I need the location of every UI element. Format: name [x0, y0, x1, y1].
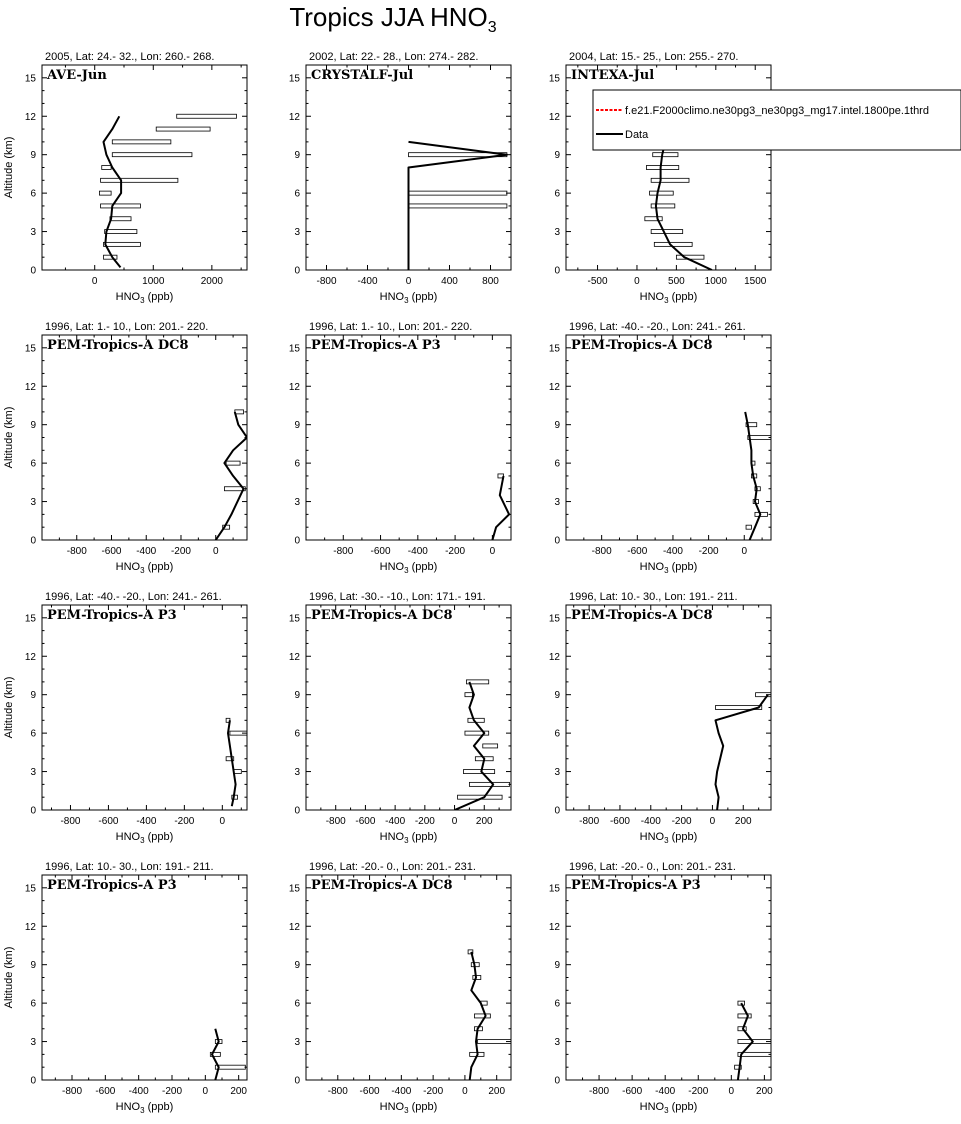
x-axis-label-subscript: 3 — [140, 1106, 145, 1115]
x-axis-label-main: HNO — [379, 561, 405, 573]
x-tick-label: 0 — [741, 546, 748, 557]
error-bar — [104, 242, 141, 246]
y-tick-label: 9 — [294, 420, 300, 432]
y-tick-label: 0 — [554, 805, 560, 817]
plot-area — [99, 114, 236, 267]
x-axis-label-unit: (ppb) — [408, 1101, 438, 1113]
y-tick-label: 12 — [288, 651, 300, 663]
error-bar — [463, 770, 494, 774]
x-tick-label: -600 — [101, 546, 122, 557]
panel-6 — [549, 321, 771, 575]
x-tick-label: 400 — [441, 276, 458, 287]
error-bar — [654, 242, 692, 246]
error-bar — [651, 178, 689, 182]
y-tick-label: 6 — [554, 188, 560, 200]
x-axis-label-main: HNO — [639, 831, 665, 843]
experiment-label: PEM-Tropics-A P3 — [47, 878, 177, 893]
x-axis-label-unit: (ppb) — [408, 561, 438, 573]
x-axis-label — [116, 291, 174, 305]
panel-title: 1996, Lat: 10.- 30., Lon: 191.- 211. — [45, 861, 214, 873]
x-tick-label: -400 — [357, 276, 378, 287]
x-axis-label-subscript: 3 — [404, 836, 409, 845]
panel-11 — [289, 861, 511, 1115]
x-tick-label: -200 — [423, 1086, 444, 1097]
panel-2 — [289, 51, 511, 305]
plot-frame — [42, 875, 247, 1080]
x-tick-label: -200 — [671, 816, 692, 827]
y-axis-label: Altitude (km) — [3, 946, 15, 1009]
x-axis-label-subscript: 3 — [664, 566, 669, 575]
experiment-label: PEM-Tropics-A P3 — [311, 338, 441, 353]
x-tick-label: -800 — [327, 1086, 348, 1097]
panel-5 — [289, 321, 511, 575]
x-tick-label: -600 — [609, 816, 630, 827]
x-axis-label-subscript: 3 — [664, 836, 669, 845]
y-tick-label: 3 — [294, 227, 300, 239]
y-tick-label: 12 — [24, 381, 36, 393]
x-axis-label-subscript: 3 — [140, 296, 145, 305]
x-axis-label-unit: (ppb) — [144, 291, 174, 303]
y-tick-label: 6 — [554, 998, 560, 1010]
x-tick-label: -800 — [66, 546, 87, 557]
x-tick-label: -600 — [95, 1086, 116, 1097]
y-axis-label: Altitude (km) — [3, 406, 15, 469]
y-tick-label: 15 — [288, 613, 300, 625]
x-axis-label-subscript: 3 — [664, 1106, 669, 1115]
x-axis-label-main: HNO — [115, 1101, 141, 1113]
y-tick-label: 12 — [548, 651, 560, 663]
y-tick-label: 3 — [30, 767, 36, 779]
x-tick-label: 0 — [219, 816, 226, 827]
x-axis-label-subscript: 3 — [140, 566, 145, 575]
panel-4 — [3, 321, 247, 575]
y-tick-label: 3 — [294, 497, 300, 509]
x-axis-label — [380, 561, 438, 575]
x-tick-label: 0 — [405, 276, 412, 287]
x-tick-label: 0 — [212, 546, 219, 557]
panel-grid — [3, 51, 961, 1115]
series-line — [716, 695, 768, 810]
y-tick-label: 0 — [294, 535, 300, 547]
y-tick-label: 6 — [30, 188, 36, 200]
error-bar — [651, 204, 675, 208]
y-tick-label: 6 — [294, 728, 300, 740]
x-tick-label: 200 — [756, 1086, 773, 1097]
error-bar — [99, 191, 111, 195]
y-tick-label: 9 — [554, 690, 560, 702]
x-tick-label: -600 — [359, 1086, 380, 1097]
error-bar — [474, 1014, 490, 1018]
plot-area — [216, 410, 247, 540]
experiment-label: PEM-Tropics-A DC8 — [47, 338, 189, 353]
plot-area — [409, 142, 507, 270]
y-tick-label: 9 — [30, 420, 36, 432]
x-tick-label: -400 — [128, 1086, 149, 1097]
y-tick-label: 9 — [30, 690, 36, 702]
y-tick-label: 6 — [294, 188, 300, 200]
x-tick-label: -800 — [591, 546, 612, 557]
x-tick-label: -800 — [60, 816, 81, 827]
y-tick-label: 9 — [294, 150, 300, 162]
x-tick-label: -600 — [355, 816, 376, 827]
panel-title: 1996, Lat: -40.- -20., Lon: 241.- 261. — [45, 591, 222, 603]
error-bar — [156, 127, 210, 131]
y-tick-label: 0 — [30, 805, 36, 817]
x-axis-label-main: HNO — [639, 291, 665, 303]
y-tick-label: 15 — [24, 343, 36, 355]
y-tick-label: 12 — [288, 111, 300, 123]
y-tick-label: 12 — [548, 921, 560, 933]
x-axis-label-main: HNO — [115, 291, 141, 303]
x-axis-label-unit: (ppb) — [668, 1101, 698, 1113]
x-axis-label — [640, 561, 698, 575]
error-bar — [226, 461, 240, 465]
plot-frame — [42, 605, 247, 810]
x-tick-label: 500 — [668, 276, 685, 287]
error-bar — [676, 255, 704, 259]
error-bar — [478, 1040, 511, 1044]
y-tick-label: 3 — [294, 1037, 300, 1049]
error-bar — [465, 693, 472, 697]
error-bar — [110, 217, 131, 221]
y-tick-label: 12 — [548, 111, 560, 123]
x-tick-label: -600 — [622, 1086, 643, 1097]
error-bar — [469, 782, 509, 786]
x-axis-label-unit: (ppb) — [408, 831, 438, 843]
plot-area — [468, 950, 511, 1080]
panel-10 — [3, 861, 247, 1115]
plot-area — [716, 693, 772, 810]
y-axis-label: Altitude (km) — [3, 136, 15, 199]
panel-8 — [289, 591, 511, 845]
y-tick-label: 0 — [30, 535, 36, 547]
error-bar — [483, 744, 498, 748]
x-axis-label-subscript: 3 — [404, 1106, 409, 1115]
y-tick-label: 9 — [554, 960, 560, 972]
figure-title-main: Tropics JJA HNO — [289, 2, 488, 32]
panel-title: 1996, Lat: 1.- 10., Lon: 201.- 220. — [45, 321, 209, 333]
y-tick-label: 9 — [294, 690, 300, 702]
y-tick-label: 12 — [24, 651, 36, 663]
x-tick-label: -800 — [579, 816, 600, 827]
panel-title: 1996, Lat: -20.- 0., Lon: 201.- 231. — [569, 861, 736, 873]
panel-title: 2005, Lat: 24.- 32., Lon: 260.- 268. — [45, 51, 215, 63]
x-tick-label: 200 — [230, 1086, 248, 1097]
panel-title: 1996, Lat: 1.- 10., Lon: 201.- 220. — [309, 321, 473, 333]
x-tick-label: 200 — [734, 816, 752, 827]
panel-title: 1996, Lat: -30.- -10., Lon: 171.- 191. — [309, 591, 486, 603]
x-tick-label: 0 — [462, 1086, 468, 1097]
y-tick-label: 3 — [554, 227, 560, 239]
error-bar — [651, 230, 683, 234]
plot-frame — [42, 335, 247, 540]
panel-1 — [3, 51, 247, 305]
x-axis-label-unit: (ppb) — [668, 831, 698, 843]
y-tick-label: 15 — [288, 73, 300, 85]
y-tick-label: 6 — [294, 998, 300, 1010]
panel-title: 2002, Lat: 22.- 28., Lon: 274.- 282. — [309, 51, 479, 63]
error-bar — [177, 114, 237, 118]
legend-entry: Data — [625, 129, 649, 141]
y-tick-label: 15 — [548, 343, 560, 355]
experiment-label: PEM-Tropics-A DC8 — [311, 878, 453, 893]
y-tick-label: 3 — [554, 497, 560, 509]
plot-frame — [566, 335, 771, 540]
x-axis-label-subscript: 3 — [140, 836, 145, 845]
y-tick-label: 0 — [30, 1075, 36, 1087]
figure-title — [289, 2, 496, 36]
error-bar — [409, 204, 507, 208]
y-tick-label: 3 — [30, 497, 36, 509]
x-axis-label-main: HNO — [639, 1101, 665, 1113]
error-bar — [409, 191, 507, 195]
error-bar — [105, 230, 137, 234]
x-tick-label: -400 — [136, 816, 157, 827]
y-tick-label: 15 — [548, 883, 560, 895]
x-tick-label: 0 — [451, 816, 458, 827]
error-bar — [746, 525, 751, 529]
experiment-label: PEM-Tropics-A DC8 — [571, 338, 713, 353]
x-tick-label: -800 — [61, 1086, 83, 1097]
y-tick-label: 9 — [294, 960, 300, 972]
y-tick-label: 6 — [554, 728, 560, 740]
error-bar — [104, 255, 117, 259]
x-axis-label — [116, 1101, 174, 1115]
experiment-label: PEM-Tropics-A P3 — [571, 878, 701, 893]
x-tick-label: -200 — [414, 816, 435, 827]
y-tick-label: 0 — [554, 535, 560, 547]
error-bar — [215, 1065, 245, 1069]
x-tick-label: -400 — [407, 546, 428, 557]
panel-title: 1996, Lat: -40.- -20., Lon: 241.- 261. — [569, 321, 746, 333]
y-tick-label: 15 — [548, 613, 560, 625]
panel-9 — [549, 591, 771, 845]
x-tick-label: 200 — [475, 816, 493, 827]
experiment-label: CRYSTALF-Jul — [311, 68, 414, 83]
y-tick-label: 6 — [554, 458, 560, 470]
x-axis-label — [116, 831, 174, 845]
y-tick-label: 3 — [554, 1037, 560, 1049]
plot-frame — [306, 605, 511, 810]
x-axis-label-main: HNO — [379, 1101, 405, 1113]
y-tick-label: 6 — [30, 998, 36, 1010]
y-tick-label: 3 — [294, 767, 300, 779]
experiment-label: PEM-Tropics-A DC8 — [571, 608, 713, 623]
plot-area — [455, 680, 510, 810]
x-axis-label — [380, 1101, 438, 1115]
error-bar — [112, 153, 192, 157]
plot-area — [735, 1001, 771, 1080]
x-tick-label: -200 — [445, 546, 466, 557]
x-tick-label: 800 — [482, 276, 499, 287]
y-tick-label: 9 — [554, 420, 560, 432]
error-bar — [112, 140, 171, 144]
y-tick-label: 15 — [24, 883, 36, 895]
series-line — [216, 412, 247, 540]
x-axis-label-unit: (ppb) — [668, 561, 698, 573]
error-bar — [646, 166, 678, 170]
error-bar — [645, 217, 662, 221]
x-axis-label — [380, 291, 438, 305]
x-axis-label-subscript: 3 — [404, 296, 409, 305]
panel-3 — [549, 51, 961, 305]
error-bar — [101, 204, 141, 208]
x-tick-label: -200 — [688, 1086, 709, 1097]
series-line — [745, 412, 760, 540]
x-tick-label: 1000 — [704, 276, 727, 287]
y-tick-label: 3 — [30, 1037, 36, 1049]
x-axis-label-main: HNO — [379, 831, 405, 843]
y-tick-label: 15 — [288, 883, 300, 895]
x-axis-label-unit: (ppb) — [144, 831, 174, 843]
x-axis-label-main: HNO — [115, 561, 141, 573]
y-tick-label: 6 — [30, 728, 36, 740]
y-tick-label: 0 — [30, 265, 36, 277]
error-bar — [748, 436, 771, 440]
experiment-label: INTEXA-Jul — [571, 68, 655, 83]
legend-entry: f.e21.F2000climo.ne30pg3_ne30pg3_mg17.intel.1800pe.1thrd — [625, 105, 929, 117]
x-tick-label: -400 — [385, 816, 406, 827]
x-axis-label — [380, 831, 438, 845]
x-axis-label-unit: (ppb) — [144, 1101, 174, 1113]
y-tick-label: 12 — [288, 381, 300, 393]
plot-area — [492, 474, 509, 540]
x-axis-label-main: HNO — [639, 561, 665, 573]
error-bar — [738, 1014, 751, 1018]
y-tick-label: 0 — [554, 265, 560, 277]
plot-area — [226, 718, 247, 806]
plot-frame — [306, 335, 511, 540]
y-tick-label: 3 — [30, 227, 36, 239]
error-bar — [102, 166, 111, 170]
x-tick-label: 0 — [489, 546, 496, 557]
x-tick-label: -800 — [325, 816, 346, 827]
y-tick-label: 9 — [554, 150, 560, 162]
x-tick-label: 0 — [709, 816, 716, 827]
plot-frame — [566, 875, 771, 1080]
error-bar — [653, 153, 678, 157]
plot-frame — [42, 65, 247, 270]
experiment-label: PEM-Tropics-A DC8 — [311, 608, 453, 623]
x-axis-label — [116, 561, 174, 575]
y-tick-label: 12 — [24, 921, 36, 933]
x-tick-label: -400 — [640, 816, 661, 827]
experiment-label: AVE-Jun — [47, 68, 107, 83]
legend-box — [593, 90, 961, 150]
y-tick-label: 12 — [24, 111, 36, 123]
experiment-label: PEM-Tropics-A P3 — [47, 608, 177, 623]
y-tick-label: 0 — [294, 265, 300, 277]
y-tick-label: 0 — [294, 805, 300, 817]
x-tick-label: 1500 — [744, 276, 767, 287]
y-tick-label: 15 — [24, 613, 36, 625]
x-axis-label-subscript: 3 — [404, 566, 409, 575]
x-tick-label: 200 — [488, 1086, 506, 1097]
x-tick-label: 2000 — [200, 276, 223, 287]
y-tick-label: 12 — [288, 921, 300, 933]
x-tick-label: -200 — [170, 546, 191, 557]
x-axis-label-unit: (ppb) — [408, 291, 438, 303]
y-tick-label: 0 — [554, 1075, 560, 1087]
plot-area — [210, 1029, 245, 1080]
y-tick-label: 6 — [30, 458, 36, 470]
x-axis-label-subscript: 3 — [664, 296, 669, 305]
plot-area — [745, 412, 771, 540]
x-tick-label: -400 — [391, 1086, 412, 1097]
x-tick-label: -600 — [370, 546, 391, 557]
figure-title-subscript: 3 — [487, 19, 497, 36]
y-tick-label: 6 — [294, 458, 300, 470]
x-tick-label: -800 — [316, 276, 337, 287]
x-tick-label: -200 — [698, 546, 719, 557]
x-tick-label: 1000 — [142, 276, 165, 287]
x-axis-label-main: HNO — [379, 291, 405, 303]
y-tick-label: 3 — [554, 767, 560, 779]
x-axis-label — [640, 1101, 698, 1115]
x-axis-label-unit: (ppb) — [668, 291, 698, 303]
y-tick-label: 9 — [30, 960, 36, 972]
panel-7 — [3, 591, 247, 845]
error-bar — [650, 191, 674, 195]
x-tick-label: -600 — [627, 546, 648, 557]
x-axis-label — [640, 831, 698, 845]
x-tick-label: -200 — [161, 1086, 183, 1097]
x-tick-label: 0 — [728, 1086, 735, 1097]
x-axis-label — [640, 291, 698, 305]
x-tick-label: -400 — [655, 1086, 676, 1097]
y-tick-label: 15 — [288, 343, 300, 355]
series-line — [492, 476, 509, 540]
panel-title: 1996, Lat: 10.- 30., Lon: 191.- 211. — [569, 591, 738, 603]
x-axis-label-main: HNO — [115, 831, 141, 843]
y-tick-label: 15 — [24, 73, 36, 85]
y-tick-label: 9 — [30, 150, 36, 162]
x-tick-label: 0 — [202, 1086, 209, 1097]
x-tick-label: 0 — [91, 276, 98, 287]
y-axis-label: Altitude (km) — [3, 676, 15, 739]
x-tick-label: -600 — [98, 816, 119, 827]
panel-title: 2004, Lat: 15.- 25., Lon: 255.- 270. — [569, 51, 739, 63]
panel-title: 1996, Lat: -20.- 0., Lon: 201.- 231. — [309, 861, 476, 873]
y-tick-label: 15 — [548, 73, 560, 85]
legend — [593, 90, 961, 150]
panel-12 — [549, 861, 773, 1115]
x-tick-label: -200 — [174, 816, 195, 827]
y-tick-label: 12 — [548, 381, 560, 393]
y-tick-label: 0 — [294, 1075, 300, 1087]
x-tick-label: -400 — [136, 546, 157, 557]
x-tick-label: 0 — [634, 276, 640, 287]
x-tick-label: -400 — [662, 546, 683, 557]
error-bar — [101, 178, 178, 182]
x-tick-label: -800 — [333, 546, 354, 557]
x-tick-label: -800 — [589, 1086, 610, 1097]
x-axis-label-unit: (ppb) — [144, 561, 174, 573]
x-tick-label: -500 — [587, 276, 608, 287]
